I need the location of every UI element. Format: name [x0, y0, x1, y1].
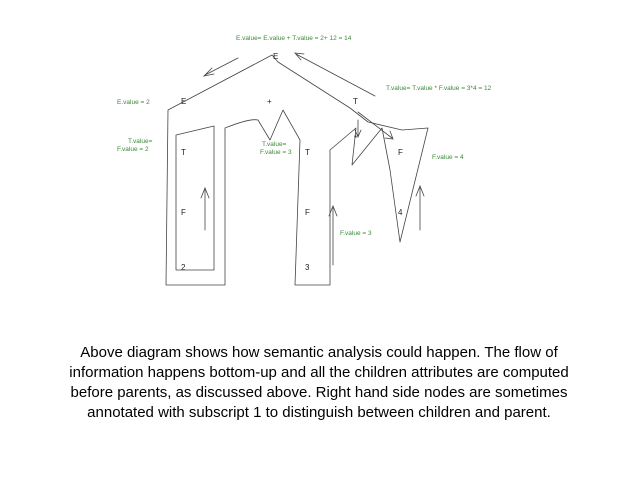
- caption: [0, 343, 638, 423]
- node-num-4: 4: [398, 208, 403, 217]
- annotation-t-right: T.value= T.value * F.value = 3*4 = 12: [386, 85, 492, 92]
- node-star: *: [354, 134, 358, 143]
- node-t-left: T: [181, 148, 186, 157]
- arrow-to-root-right: [295, 53, 375, 96]
- annotation-e-left: E.value = 2: [117, 99, 150, 106]
- annotation-f-mid: F.value = 3: [340, 230, 372, 237]
- arrow-up-right: [416, 186, 424, 230]
- arrow-up-left: [201, 188, 209, 230]
- caption-line-2: information happens bottom-up and all the children attributes are computed: [69, 364, 569, 381]
- node-e-left: E: [181, 97, 187, 106]
- annotation-f-right: F.value = 4: [432, 154, 464, 161]
- caption-line-4: annotated with subscript 1 to distinguish between children and parent.: [87, 404, 551, 421]
- node-t-mid: T: [305, 148, 310, 157]
- arrow-t-to-f: [358, 112, 393, 139]
- caption-line-1: Above diagram shows how semantic analysis could happen. The flow of: [80, 344, 558, 361]
- caption-line-3: before parents, as discussed above. Right hand side nodes are sometimes: [70, 384, 568, 401]
- node-f-mid: F: [305, 208, 310, 217]
- arrow-root-to-e: [204, 58, 238, 76]
- node-plus: +: [267, 97, 272, 106]
- annotation-t-left-line2: F.value = 2: [117, 146, 149, 153]
- node-t-right: T: [353, 97, 358, 106]
- node-e-root: E: [273, 52, 279, 61]
- node-num-3: 3: [305, 263, 310, 272]
- annotation-t-left-line1: T.value=: [128, 138, 153, 145]
- node-num-2: 2: [181, 263, 186, 272]
- annotation-t-mid-line2: F.value = 3: [260, 149, 292, 156]
- annotation-root: E.value= E.value + T.value = 2+ 12 = 14: [236, 35, 352, 42]
- node-f-left: F: [181, 208, 186, 217]
- node-f-right: F: [398, 148, 403, 157]
- annotation-t-mid-line1: T.value=: [262, 141, 287, 148]
